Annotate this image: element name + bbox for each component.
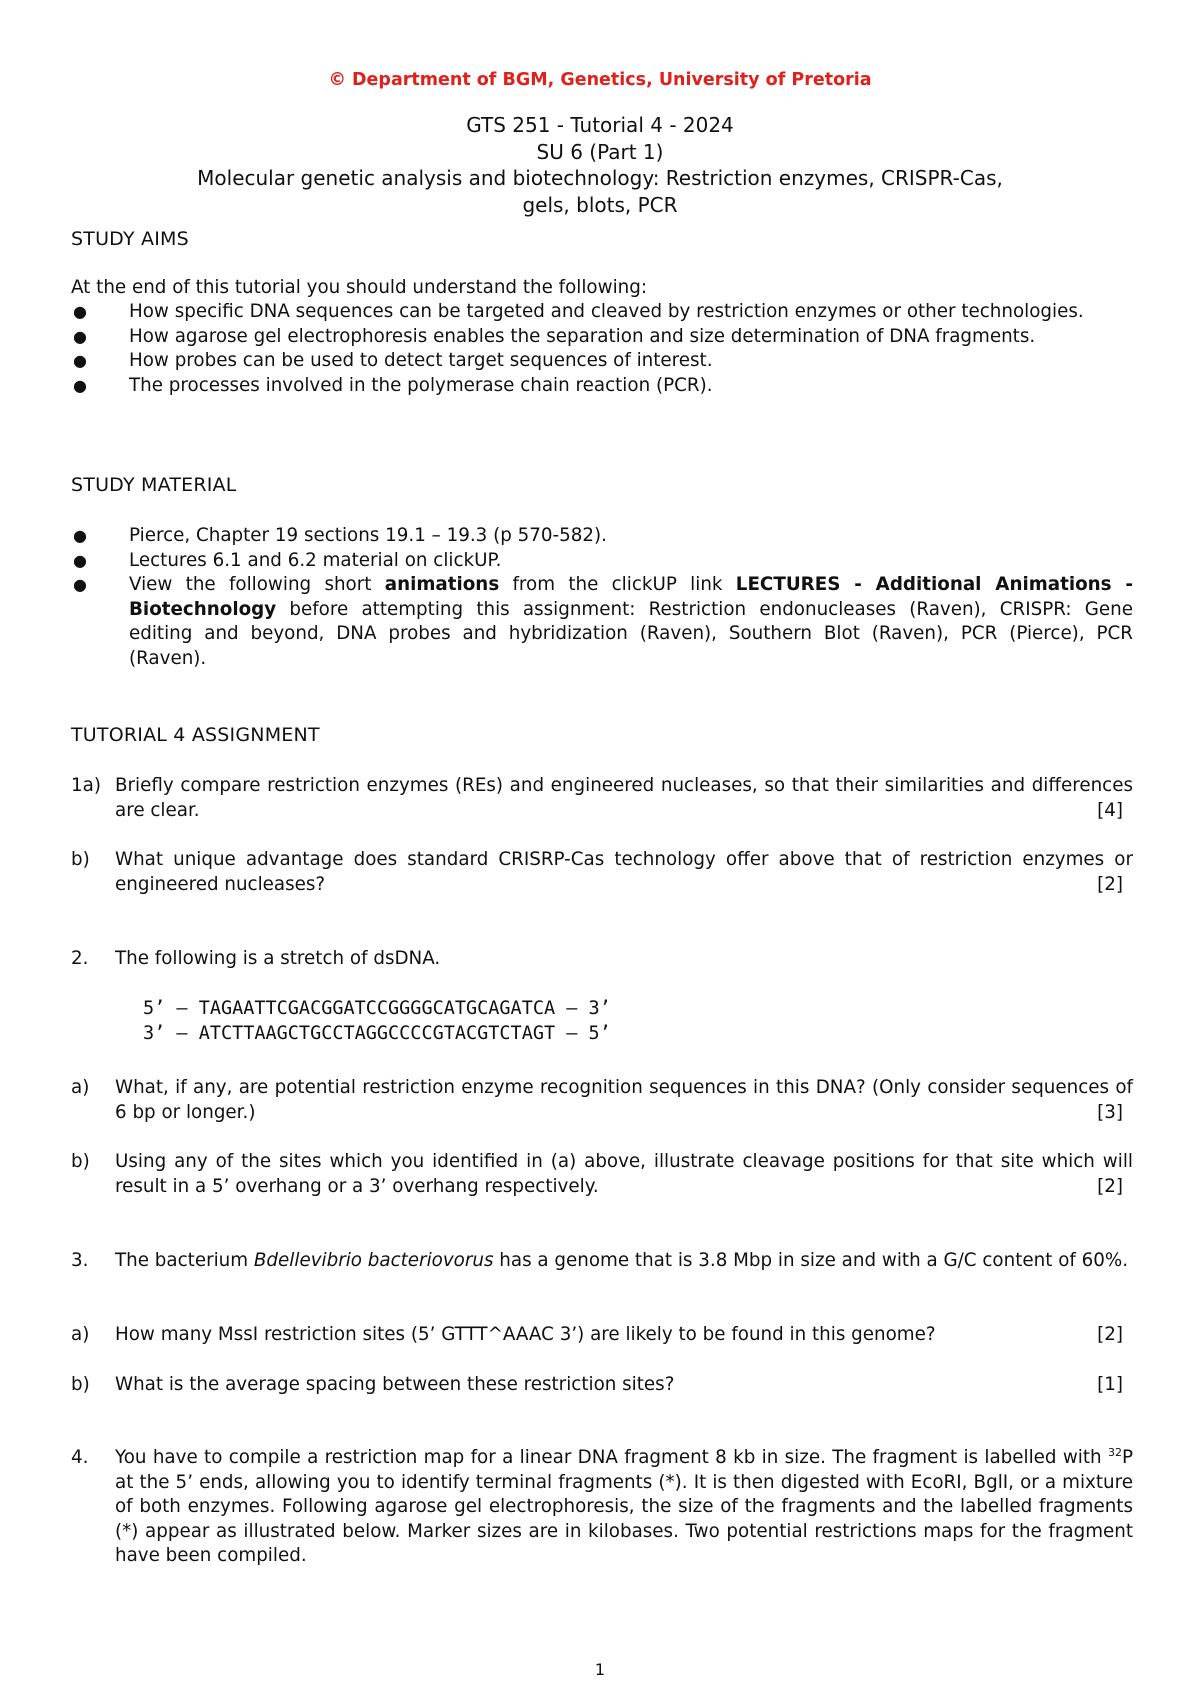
- question-2b: b) Using any of the sites which you identified in (a) above, illustrate cleavage positions for that site which will result in a 5’ overhang or a 3’ overhang respectively. [2]: [71, 1150, 1133, 1199]
- title-line-4: gels, blots, PCR: [522, 192, 678, 217]
- study-aims-heading: STUDY AIMS: [71, 228, 189, 250]
- title-line-2: SU 6 (Part 1): [536, 139, 664, 164]
- marks: [4]: [1097, 799, 1123, 821]
- assignment-heading: TUTORIAL 4 ASSIGNMENT: [71, 724, 320, 746]
- list-item: ● Pierce, Chapter 19 sections 19.1 – 19.3 (p 570-582).: [71, 524, 1133, 549]
- bullet-icon: ●: [73, 550, 87, 570]
- question-2a: a) What, if any, are potential restriction enzyme recognition sequences in this DNA? (Only consider sequences of 6 bp or longer.) [3]: [71, 1076, 1133, 1125]
- list-item: ● Lectures 6.1 and 6.2 material on clickUP.: [71, 549, 1133, 574]
- question-1b: b) What unique advantage does standard CRISRP-Cas technology offer above that of restriction enzymes or engineered nucleases? [2]: [71, 848, 1133, 897]
- study-aims-intro: At the end of this tutorial you should understand the following:: [71, 277, 647, 298]
- study-material-heading: STUDY MATERIAL: [71, 474, 237, 496]
- list-item: ● How agarose gel electrophoresis enables the separation and size determination of DNA fragments.: [71, 325, 1133, 350]
- question-3a: a) How many MssI restriction sites (5’ GTTT^AAAC 3’) are likely to be found in this genome? [2]: [71, 1323, 1133, 1348]
- question-2: 2. The following is a stretch of dsDNA.: [71, 948, 441, 969]
- list-item: ● View the following short animations from the clickUP link LECTURES - Additional Animations - Biotechnology before attempting this assignment: Restriction endonucleases (Raven), CRISPR: Gene editing and beyond, DNA probes and hybridization (Raven), Southern Blot (Raven), PCR (Pierce), PCR (Raven).: [73, 574, 1134, 669]
- bullet-icon: ●: [73, 351, 87, 370]
- marks: [2]: [1097, 1175, 1123, 1197]
- page-number: 1: [594, 1660, 606, 1679]
- list-item: ● How probes can be used to detect target sequences of interest.: [71, 349, 1133, 374]
- bullet-icon: ●: [73, 326, 87, 346]
- bullet-icon: ●: [73, 526, 87, 545]
- marks: [3]: [1097, 1101, 1123, 1123]
- question-4: 4. You have to compile a restriction map for a linear DNA fragment 8 kb in size. The fragment is labelled with $^{32}$P at the 5’ ends, allowing you to identify terminal fragments (*). It is then digested with EcoRI, BglI, or a mixture of both enzymes. Following agarose gel electrophoresis, the size of the fragments and the labelled fragments (*) appear as illustrated below. Marker sizes are in kilobases. Two potential restrictions maps for the fragment have been compiled.: [71, 1445, 1133, 1566]
- copyright-notice: © Department of BGM, Genetics, University of Pretoria: [328, 70, 872, 90]
- marks: [2]: [1097, 1324, 1123, 1345]
- title-line-1: GTS 251 - Tutorial 4 - 2024: [466, 113, 734, 137]
- bullet-icon: ●: [73, 575, 87, 594]
- study-material-list: [71, 524, 1133, 671]
- document-title: [70, 112, 1130, 218]
- list-item: ● How specific DNA sequences can be targeted and cleaved by restriction enzymes or other technologies.: [71, 300, 1133, 325]
- bullet-icon: ●: [73, 375, 87, 395]
- study-aims-list: [71, 300, 1133, 398]
- dna-sequence-bottom-strand: 3’ – ATCTTAAGCTGCCTAGGCCCCGTACGTCTAGT – 5’: [143, 1023, 611, 1044]
- marks: [2]: [1097, 873, 1123, 895]
- question-3: 3. The bacterium Bdellevibrio bacteriovorus has a genome that is 3.8 Mbp in size and with a G/C content of 60%.: [71, 1250, 1129, 1271]
- question-1a: 1a) Briefly compare restriction enzymes (REs) and engineered nucleases, so that their similarities and differences are clear. [4]: [71, 774, 1133, 823]
- list-item: ● The processes involved in the polymerase chain reaction (PCR).: [71, 374, 1133, 399]
- dna-sequence-top-strand: 5’ – TAGAATTCGACGGATCCGGGGCATGCAGATCA – 3’: [143, 998, 611, 1019]
- bullet-icon: ●: [73, 302, 87, 321]
- title-line-3: Molecular genetic analysis and biotechnology: Restriction enzymes, CRISPR-Cas,: [197, 166, 1003, 190]
- marks: [1]: [1097, 1374, 1123, 1395]
- question-3b: b) What is the average spacing between these restriction sites? [1]: [71, 1373, 1133, 1398]
